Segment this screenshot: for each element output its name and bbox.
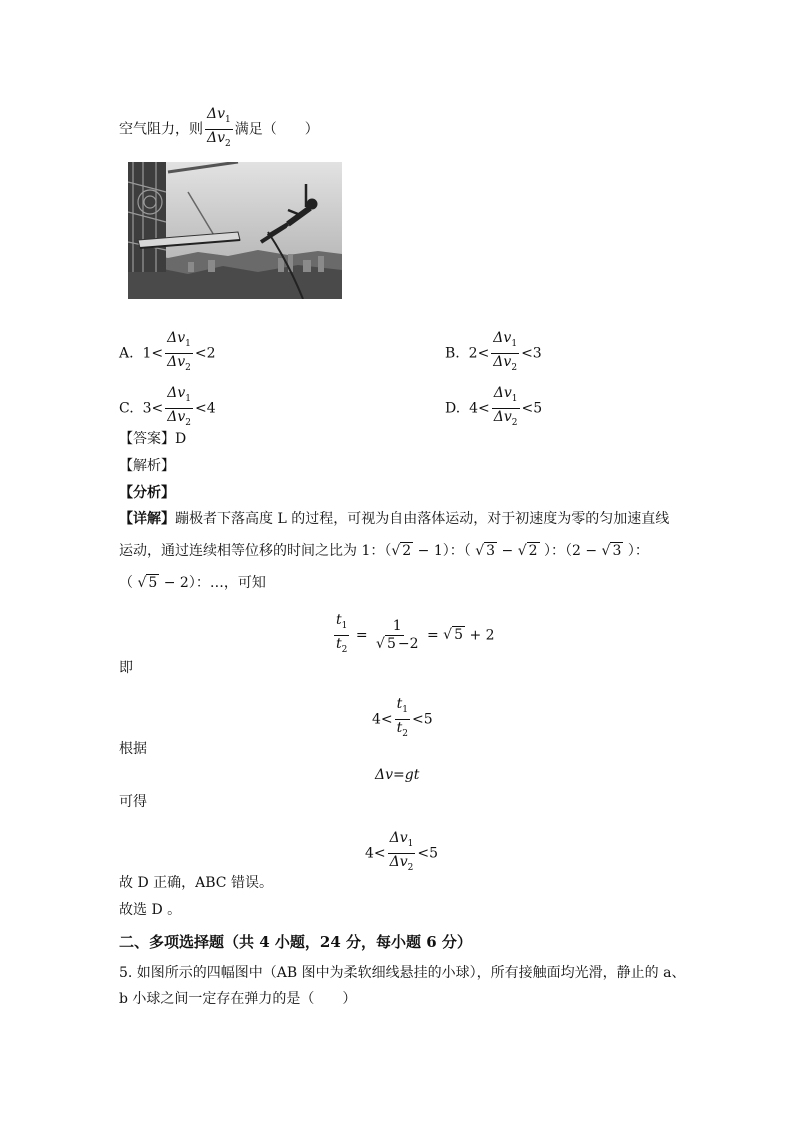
option-c-fraction: $\frac{\Delta v_1}{\Delta v_2}$	[167, 385, 191, 428]
answer-line	[119, 429, 186, 449]
detail-line-1: 【详解】蹦极者下落高度 L 的过程，可视为自由落体运动，对于初速度为零的匀加速直线	[119, 511, 670, 527]
equation-t-ratio: $\frac{t_1}{t_2}$ = $\frac{1}{√ 5 -2}$ = √ 5 + 2	[336, 612, 495, 655]
option-a: A. 1< $\frac{\Delta v_1}{\Delta v_2}$ <2	[119, 330, 216, 377]
conclusion-2: 故选 D 。	[119, 902, 182, 918]
q5-line-1: 5. 如图所示的四幅图中（AB 图中为柔软细线悬挂的小球），所有接触面均光滑，静止的 a、	[119, 965, 686, 981]
ji-label: 即	[119, 660, 133, 676]
q5-line-2: b 小球之间一定存在弹力的是（ ）	[119, 991, 357, 1007]
section2-title: 二、多项选择题（共 4 小题，24 分，每小题 6 分）	[119, 933, 472, 951]
option-b-fraction: $\frac{\Delta v_1}{\Delta v_2}$	[493, 330, 518, 373]
detail-line-2: 运动，通过连续相等位移的时间之比为 1：（√ 2 − 1）：（ √ 3 − √ 2 ）：（2 − √ 3 ）：	[119, 543, 649, 559]
dv-ratio: $\frac{\Delta v_1}{\Delta v_2}$	[207, 106, 231, 149]
equation-dv-gt: Δv=gt	[375, 767, 420, 783]
question-tail	[119, 106, 319, 153]
option-b: B. 2< $\frac{\Delta v_1}{\Delta v_2}$ <3	[445, 330, 542, 377]
answer-value: D	[175, 431, 187, 447]
equation-t-bounds: 4< $\frac{t_1}{t_2}$ <5	[372, 696, 433, 739]
answer-label: 【答案】	[119, 431, 175, 447]
kede-label: 可得	[119, 794, 147, 810]
option-a-fraction: $\frac{\Delta v_1}{\Delta v_2}$	[167, 330, 191, 373]
fenxi-label: 【分析】	[119, 485, 175, 501]
question-suffix: 满足（ ）	[234, 121, 319, 138]
equation-dv-bounds: 4< $\frac{\Delta v_1}{\Delta v_2}$ <5	[365, 830, 439, 873]
analysis-label: 【解析】	[119, 458, 175, 474]
bungee-photo	[128, 162, 342, 299]
detail-line-3: （ √ 5 − 2）：…，可知	[119, 575, 266, 591]
option-d-fraction: $\frac{\Delta v_1}{\Delta v_2}$	[493, 385, 518, 428]
question-prefix: 空气阻力，则	[119, 121, 203, 138]
option-c: C. 3< $\frac{\Delta v_1}{\Delta v_2}$ <4	[119, 385, 216, 432]
bungee-photo-svg	[128, 162, 342, 299]
detail-label: 【详解】	[119, 511, 175, 527]
genju-label: 根据	[119, 741, 147, 757]
option-d: D. 4< $\frac{\Delta v_1}{\Delta v_2}$ <5	[445, 385, 542, 432]
conclusion-1: 故 D 正确，ABC 错误。	[119, 875, 273, 891]
